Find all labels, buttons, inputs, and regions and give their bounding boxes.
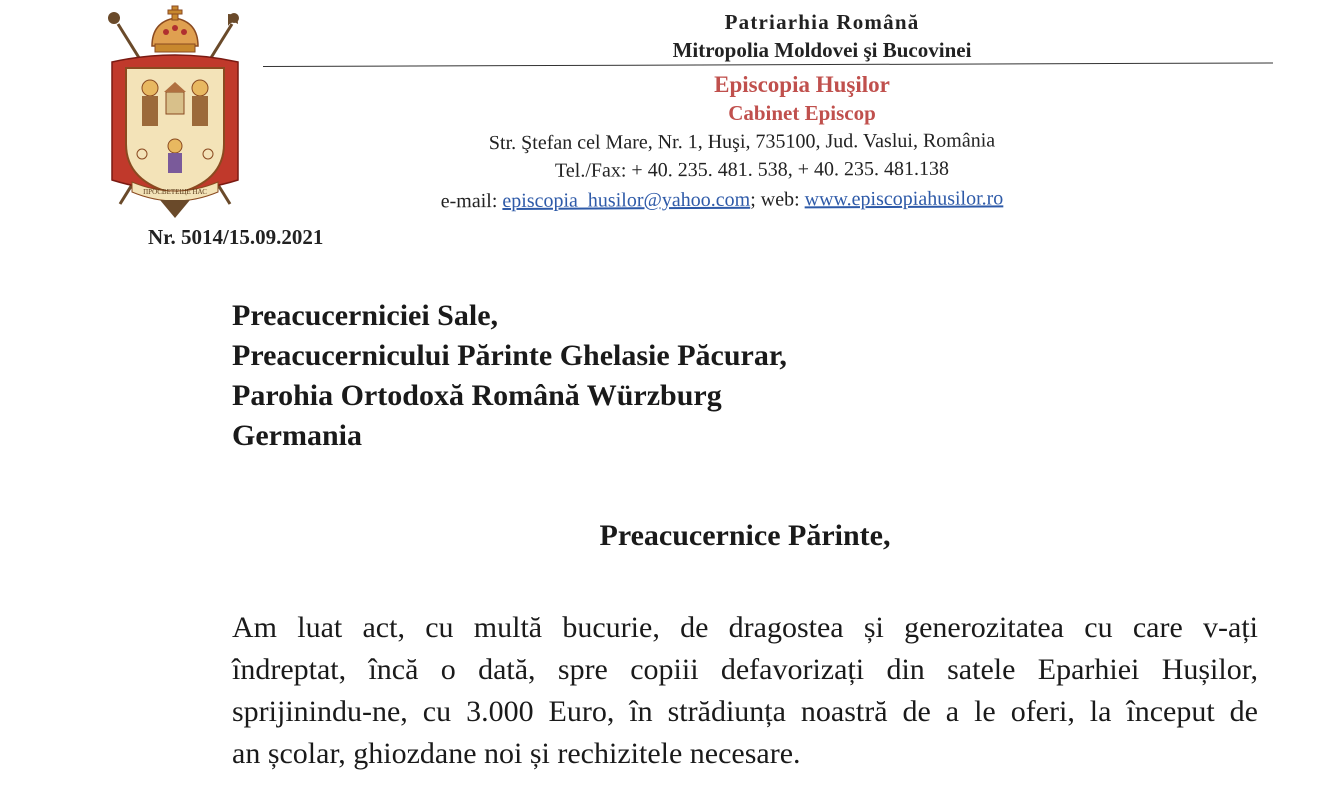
episcopia-title: Episcopia Huşilor xyxy=(714,72,890,97)
body-line: Am luat act, cu multă bucurie, de dragostea și generozitatea cu care v-ați xyxy=(232,611,1258,644)
email-label: e-mail: xyxy=(440,189,503,213)
recipient-block xyxy=(232,296,787,456)
recipient-line: Preacucerniciei Sale, xyxy=(232,299,499,332)
body-line: an școlar, ghiozdane noi și rechizitele necesare. xyxy=(232,737,801,770)
recipient-line: Parohia Ortodoxă Română Würzburg xyxy=(232,379,722,412)
phone-fax: Tel./Fax: + 40. 235. 481. 538, + 40. 235. 481.138 xyxy=(554,157,950,182)
letter-body xyxy=(232,607,1258,775)
patriarhia-title: Patriarhia Română xyxy=(724,10,920,34)
postal-address: Str. Ştefan cel Mare, Nr. 1, Huşi, 735100, Jud. Vaslui, România xyxy=(488,129,996,155)
header-divider xyxy=(263,62,1273,67)
email-link[interactable]: episcopia_husilor@yahoo.com xyxy=(502,188,751,212)
registration-number: Nr. 5014/15.09.2021 xyxy=(148,225,324,249)
recipient-line: Germania xyxy=(232,419,362,452)
mitropolia-title: Mitropolia Moldovei şi Bucovinei xyxy=(672,38,972,62)
body-line: sprijinindu-ne, cu 3.000 Euro, în strădiunța noastră de a le oferi, la început de xyxy=(232,695,1258,728)
web-label: ; web: xyxy=(750,188,805,211)
salutation: Preacucernice Părinte, xyxy=(599,519,891,552)
recipient-line: Preacucernicului Părinte Ghelasie Păcurar, xyxy=(232,339,787,372)
crest-motto: ПРОСВЕТЕЩЕ НАС xyxy=(143,188,207,196)
website-link[interactable]: www.episcopiahusilor.ro xyxy=(804,187,1004,211)
body-line: îndreptat, încă o dată, spre copiii defavorizați din satele Eparhiei Hușilor, xyxy=(232,653,1258,686)
cabinet-title: Cabinet Episcop xyxy=(728,101,876,125)
